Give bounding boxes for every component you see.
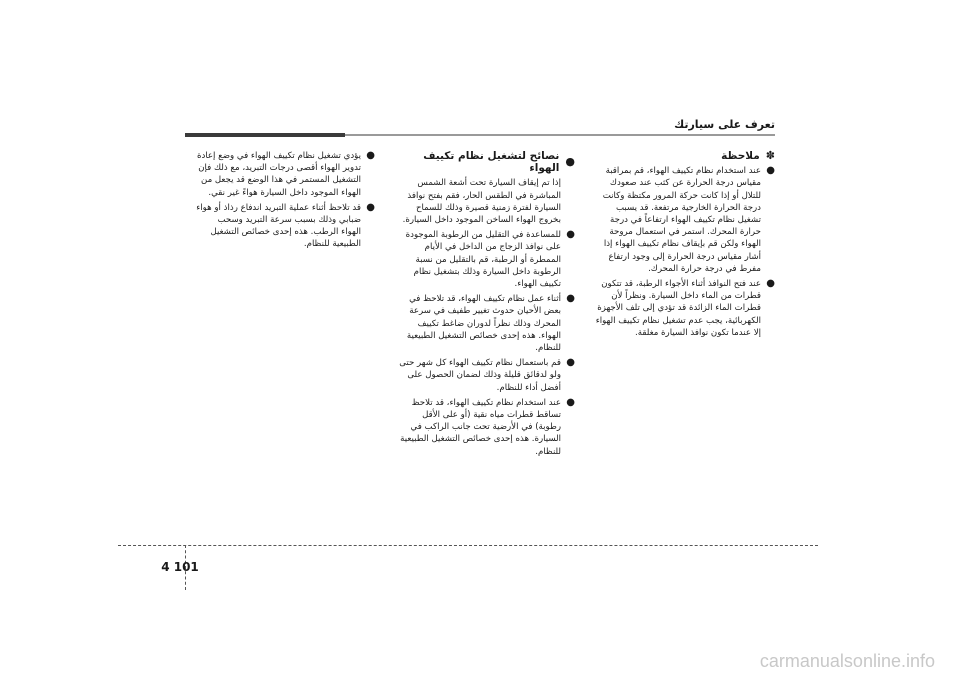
list-item-text: للمساعدة في التقليل من الرطوبة الموجودة على نوافذ الزجاج من الداخل في الأيام الممطرة أو الرطبة، قم بالتقليل من نسبة الرطوبة داخل السيارة وذلك بتشغيل نظام تكييف الهواء. bbox=[405, 230, 561, 290]
list-item bbox=[395, 229, 575, 290]
list-item bbox=[395, 293, 575, 354]
list-item-text: عند فتح النوافذ أثناء الأجواء الرطبة، قد تتكون قطرات من الماء داخل السيارة. ونظراً لأن قطرات الماء الزائدة قد تؤدي إلى تلف الأجهزة الكهربائية، يجب عدم تشغيل نظام تكييف الهواء إلا عندما تكون نوافذ السيارة مغلقة. bbox=[595, 279, 761, 338]
list-item-text: عند استخدام نظام تكييف الهواء، قم بمراقبة مقياس درجة الحرارة عن كثب عند صعودك للتلال أو إذا كانت حركة المرور مكتظة وكانت درجة الحرارة الخارجية مرتفعة. قد يسبب تشغيل نظام تكييف الهواء ارتفاعاً في درجة حرارة المحرك. استمر في استعمال مروحة الهواء ولكن قم بإيقاف نظام تكييف الهواء إذا أشار مقياس درجة الحرارة إلى وجود ارتفاع مفرط في درجة حرارة المحرك. bbox=[602, 166, 761, 274]
bullet-icon: ● bbox=[766, 165, 775, 177]
bullet-icon: ● bbox=[366, 201, 375, 213]
list-item-text: عند استخدام نظام تكييف الهواء، قد تلاحظ تساقط قطرات مياه نقية (أو على الأقل رطوبة) في الأرضية تحت جانب الراكب في السيارة. هذه إحدى خصائص التشغيل الطبيعية للنظام. bbox=[400, 397, 561, 457]
watermark-logo: carmanualsonline.info bbox=[759, 651, 935, 671]
page-header-title: تعرف على سيارتك bbox=[674, 118, 775, 131]
page-number: 4 101 bbox=[161, 560, 199, 574]
bullet-icon: ● bbox=[366, 150, 375, 161]
list-item-text: يؤدي تشغيل نظام تكييف الهواء في وضع إعادة تدوير الهواء أقصى درجات التبريد، مع ذلك فإن التشغيل المستمر في هذا الوضع قد يجعل من الهواء الموجود داخل السيارة هواءً غير نقي. bbox=[196, 151, 361, 198]
tips-column bbox=[395, 150, 575, 461]
list-item bbox=[595, 165, 775, 275]
bullet-icon: ● bbox=[566, 357, 575, 369]
list-item bbox=[195, 150, 375, 199]
list-item-text: قد تلاحظ أثناء عملية التبريد اندفاع رذاذ أو هواء ضبابي وذلك بسبب سرعة التبريد وسحب الهواء الرطب. هذه إحدى خصائص التشغيل الطبيعية للنظام. bbox=[196, 202, 361, 250]
note-list bbox=[595, 165, 775, 339]
tips-heading bbox=[395, 150, 575, 174]
note-column bbox=[595, 150, 775, 342]
list-item-text: أثناء عمل نظام تكييف الهواء، قد تلاحظ في بعض الأحيان حدوث تغيير طفيف في سرعة المحرك وذلك نظراً لدوران ضاغط تكييف الهواء. هذه إحدى خصائص التشغيل الطبيعية للنظام. bbox=[406, 294, 561, 354]
bullet-icon: ● bbox=[566, 396, 575, 408]
tips-continued-list bbox=[195, 150, 375, 251]
tips-title: نصائح لتشغيل نظام تكييف الهواء bbox=[423, 150, 560, 175]
list-item bbox=[595, 278, 775, 339]
bullet-icon: ● bbox=[565, 155, 575, 169]
list-item bbox=[395, 177, 575, 226]
bullet-icon: ● bbox=[766, 278, 775, 290]
list-item bbox=[395, 397, 575, 458]
list-item bbox=[195, 202, 375, 251]
bullet-icon: ● bbox=[566, 293, 575, 305]
list-item-text: إذا تم إيقاف السيارة تحت أشعة الشمس المباشرة في الطقس الحار، فقم بفتح نوافذ السيارة لفترة زمنية قصيرة وذلك للسماح بخروج الهواء الساخن الموجود داخل السيارة. bbox=[402, 178, 561, 226]
header-bar-light bbox=[345, 134, 775, 136]
header-bar-dark bbox=[185, 133, 345, 137]
tips-continued-column bbox=[195, 150, 375, 254]
asterisk-icon: ✽ bbox=[765, 149, 775, 162]
list-item bbox=[395, 357, 575, 394]
note-title: ملاحظة bbox=[721, 150, 760, 162]
note-heading bbox=[595, 150, 775, 162]
footer-divider bbox=[118, 545, 818, 546]
bullet-icon: ● bbox=[566, 229, 575, 241]
tips-list bbox=[395, 177, 575, 457]
list-item-text: قم باستعمال نظام تكييف الهواء كل شهر حتى ولو لدقائق قليلة وذلك لضمان الحصول على أفضل أداء للنظام. bbox=[399, 358, 561, 393]
